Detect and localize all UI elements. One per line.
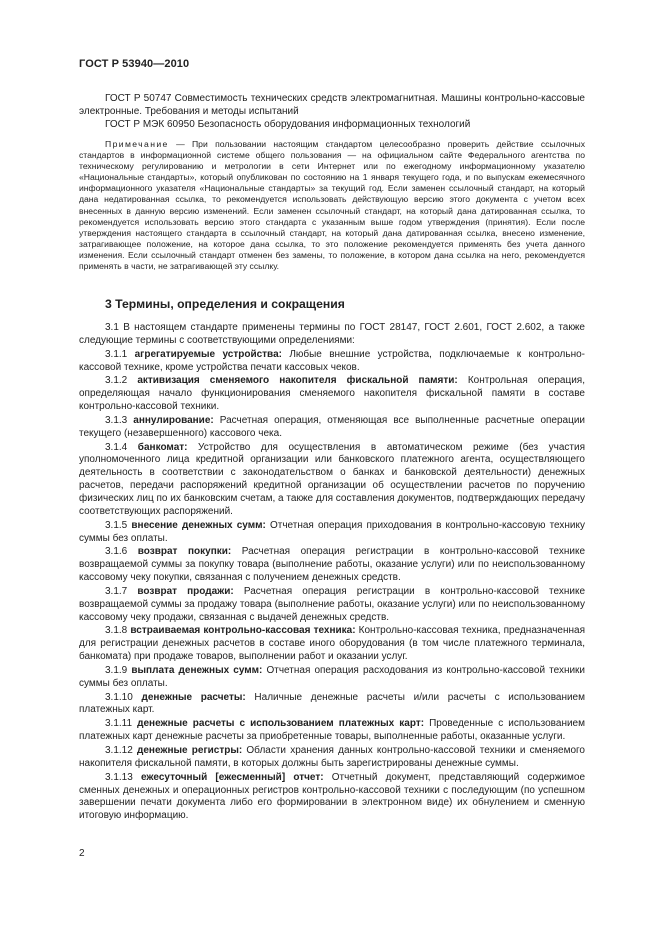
term-name: выплата денежных сумм: <box>131 664 263 676</box>
term-entry <box>79 586 585 625</box>
term-definition: Расчетная операция регистрации в контрольно-кассовой технике возвращаемой суммы за продажу товара (выполнение работы, оказание услуги) или по неиспользованному кассовому чеку продажи, связанная с выдачей денежных средств. <box>79 585 586 623</box>
note-text: — При пользовании настоящим стандартом целесообразно проверить действие ссылочных стандартов в информационной системе общего пользования — на официальном сайте Федерального агентства по техническому регулированию и метрологии в сети Интернет или по ежегодному информационному указателю «Национальные стандарты», который опубликован по состоянию на 1 января текущего года, и по выпускам ежемесячного информационного указателя «Национальные стандарты» за текущий год. Если заменен ссылочный стандарт, на который дана недатированная ссылка, то рекомендуется использовать действующую версию этого документа с учетом всех внесенных в данную версию изменений. Если заменен ссылочный стандарт, на который дана датированная ссылка, то рекомендуется использовать версию этого стандарта с указанным выше годом утверждения (принятия). Если после утверждения настоящего стандарта в ссылочный стандарт, на который дана датированная ссылка, внесено изменение, затрагивающее положение, на которое дана ссылка, то это положение рекомендуется применять без учета данного изменения. Если ссылочный стандарт отменен без замены, то положение, в котором дана ссылка на него, рекомендуется применять в части, не затрагивающей эту ссылку. <box>79 139 585 272</box>
term-name: банкомат: <box>137 441 188 453</box>
term-entry <box>79 692 585 718</box>
term-definition: Области хранения данных контрольно-кассовой техники и сменяемого накопителя фискальной памяти, в которых должны быть зарегистрированы денежные суммы. <box>79 745 585 769</box>
term-definition: Проведенные с использованием платежных карт денежные расчеты за приобретенные товары, выполненные работы, оказанные услуги. <box>79 718 585 743</box>
term-number: 3.1.2 <box>105 375 128 387</box>
intro-paragraph: 3.1 В настоящем стандарте применены термины по ГОСТ 28147, ГОСТ 2.601, ГОСТ 2.602, а также следующие термины с соответствующими определениями: <box>79 322 585 346</box>
term-number: 3.1.1 <box>105 348 128 360</box>
term-number: 3.1.4 <box>105 441 128 453</box>
term-name: возврат покупки: <box>137 546 232 558</box>
term-definition: Контрольная операция, определяющая начало функционирования сменяемого накопителя фискальной памяти в составе контрольно-кассовой техники. <box>79 375 586 413</box>
term-entry <box>79 625 585 664</box>
term-definition: Контрольно-кассовая техника, предназначенная для регистрации денежных расчетов в составе иного оборудования (в том числе платежного терминала, банкомата) при продаже товаров, выполнении работ и оказании услуг. <box>79 625 586 663</box>
term-entry <box>79 349 585 375</box>
term-entry <box>79 772 585 823</box>
term-definition: Наличные денежные расчеты и/или расчеты с использованием платежных карт. <box>79 691 585 716</box>
term-definition: Отчетная операция расходования из контрольно-кассовой техники суммы без оплаты. <box>79 664 586 689</box>
term-number: 3.1.12 <box>105 745 133 756</box>
term-name: денежные регистры: <box>137 745 243 756</box>
term-number: 3.1.5 <box>105 519 128 531</box>
reference-item: ГОСТ Р МЭК 60950 Безопасность оборудования информационных технологий <box>105 119 471 130</box>
term-definition: Любые внешние устройства, подключаемые к контрольно-кассовой технике, кроме устройства печати кассовых чеков. <box>79 348 586 373</box>
term-number: 3.1.10 <box>105 691 133 703</box>
document-header: ГОСТ Р 53940—2010 <box>79 58 190 70</box>
term-name: возврат продажи: <box>137 585 234 597</box>
term-entry <box>79 520 585 546</box>
term-number: 3.1.6 <box>105 546 128 558</box>
term-name: внесение денежных сумм: <box>131 519 266 531</box>
page-number: 2 <box>79 848 85 859</box>
term-entry <box>79 375 585 414</box>
term-entry <box>79 745 585 771</box>
note-label: Примечание <box>105 139 169 149</box>
term-name: встраиваемая контрольно-кассовая техника: <box>130 625 356 637</box>
term-number: 3.1.3 <box>105 414 128 426</box>
term-definition: Устройство для осуществления в автоматическом режиме (без участия уполномоченного лица кредитной организации или банковского платежного агента, осуществляющего деятельность в соответствии с законодательством о банках и банковской деятельности) денежных расчетов, передачи распоряжений кредитной организации об осуществлении расчетов по поручению физических лиц по их банковским счетам, а также для составления документов, подтверждающих передачу соответствующих распоряжений. <box>79 441 586 517</box>
term-name: активизация сменяемого накопителя фискальной памяти: <box>137 375 458 387</box>
term-definition: Отчетная операция приходования в контрольно-кассовую технику суммы без оплаты. <box>79 519 585 544</box>
reference-item: ГОСТ Р 50747 Совместимость технических средств электромагнитная. Машины контрольно-кассовые электронные. Требования и методы испытаний <box>79 93 585 117</box>
term-name: ежесуточный [ежесменный] отчет: <box>141 771 324 783</box>
term-number: 3.1.8 <box>105 625 128 637</box>
terms-body <box>79 322 585 823</box>
term-definition: Отчетный документ, представляющий содержимое сменных денежных и операционных регистров контрольно-кассовой техники с последующим (по успешном завершении печати документа либо его формировании в электронном виде) их обнулением и сменную итоговую информацию. <box>79 771 586 822</box>
term-name: денежные расчеты с использованием платежных карт: <box>137 718 425 730</box>
term-entry <box>79 442 585 519</box>
normative-references <box>79 92 585 131</box>
term-definition: Расчетная операция, отменяющая все выполненные расчетные операции текущего (незавершенного) кассового чека. <box>79 414 585 439</box>
term-number: 3.1.13 <box>105 771 133 783</box>
term-definition: Расчетная операция регистрации в контрольно-кассовой технике возвращаемой суммы за покупку товара (выполнение работы, оказание услуги) или по неиспользованному кассовому чеку покупки, связанная с получением денежных средств. <box>79 546 586 584</box>
term-entry <box>79 546 585 585</box>
terms-list <box>79 349 585 823</box>
term-number: 3.1.9 <box>105 664 128 676</box>
note-paragraph <box>79 139 585 272</box>
term-number: 3.1.11 <box>105 718 133 730</box>
term-entry <box>79 415 585 441</box>
term-number: 3.1.7 <box>105 585 128 597</box>
section-title: 3 Термины, определения и сокращения <box>105 297 345 311</box>
term-name: денежные расчеты: <box>141 691 246 703</box>
term-entry <box>79 665 585 691</box>
term-entry <box>79 718 585 744</box>
note-block <box>79 139 585 272</box>
term-name: аннулирование: <box>133 414 214 426</box>
term-name: агрегатируемые устройства: <box>134 348 282 360</box>
